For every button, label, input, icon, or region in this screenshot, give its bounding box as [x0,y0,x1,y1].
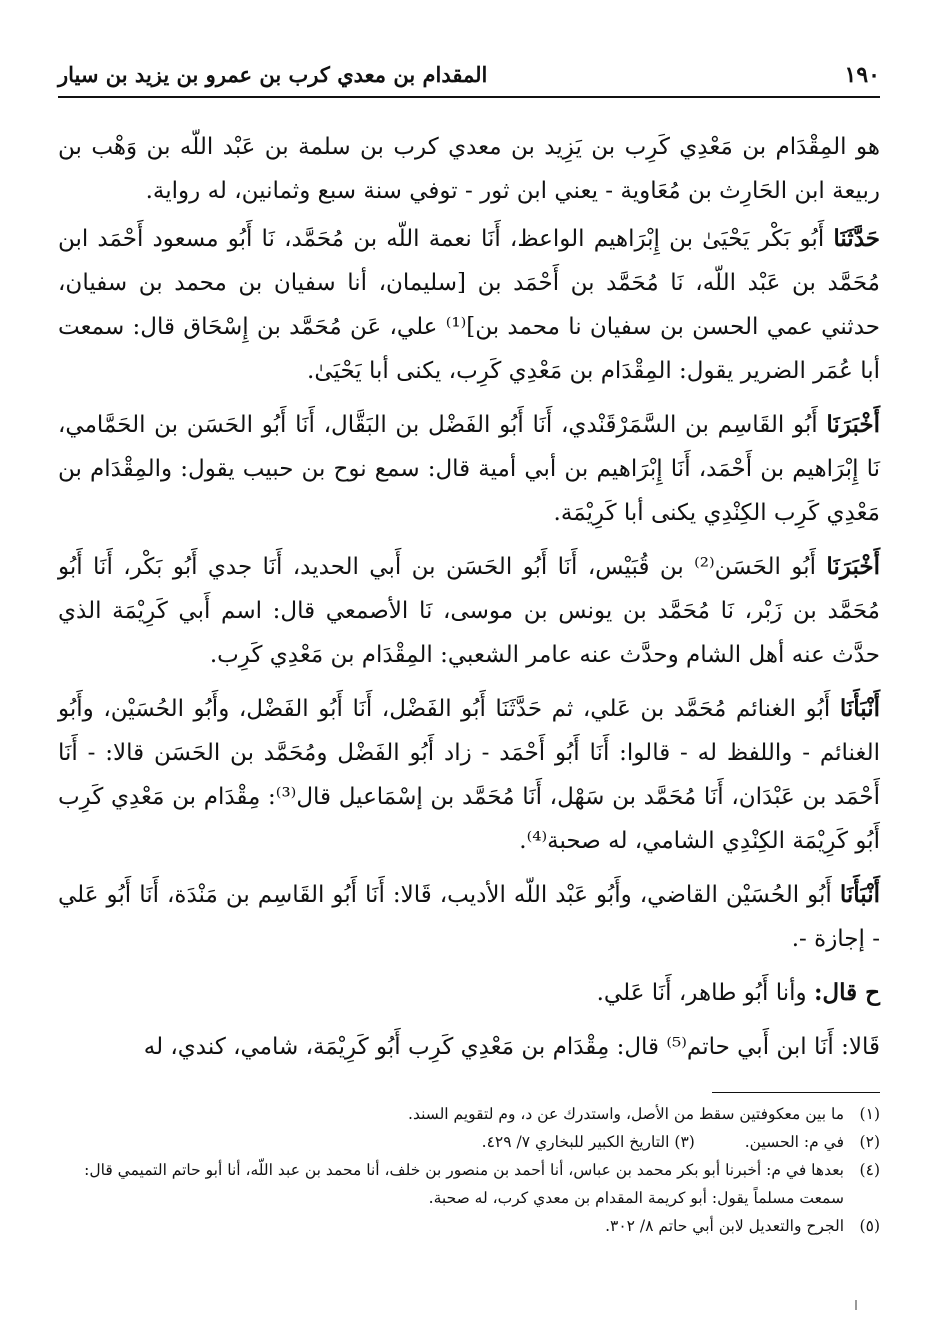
paragraph [58,1025,880,1069]
header-rule [58,96,880,98]
scan-mark [855,1300,857,1310]
paragraph-text: أَبُو الحَسَن⁽²⁾ بن قُبَيْس، أَنَا أَبُو الحَسَن بن أَبي الحديد، أَنَا جدي أَبُو بَكْر، أَنَا أَبُو مُحَمَّد بن زَبْر، نَا مُحَمَّد بن يونس بن موسى، نَا الأصمعي قال: اسم أَبي كَرِيْمَة الذي حدَّث عنه أهل الشام وحدَّث عنه عامر الشعبي: المِقْدَام بن مَعْدِي كَرِب. [58,554,880,668]
paragraph-lead: ح قال: [813,979,880,1006]
footnote [58,1212,880,1240]
paragraph-lead: حَدَّثَنَا [833,225,880,252]
footnote-rule [712,1092,880,1093]
paragraph [58,217,880,393]
running-head: المقدام بن معدي كرب بن عمرو بن يزيد بن سيار [58,62,488,87]
page-number: ١٩٠ [844,62,880,88]
paragraph-text: أَبُو الغنائم مُحَمَّد بن عَلي، ثم حَدَّثَنَا أَبُو الفَضْل، أَنَا أَبُو الفَضْل، وأَبُو الحُسَيْن، وأَبُو الغنائم - واللفظ له - قالوا: أَنَا أَبُو أَحْمَد - زاد أَبُو الفَضْل ومُحَمَّد بن الحَسَن قالا: - أَنَا أَحْمَد بن عَبْدَان، أَنَا مُحَمَّد بن سَهْل، أَنَا مُحَمَّد بن إسْمَاعيل قال⁽³⁾: مِقْدَام بن مَعْدِي كَرِب أَبُو كَرِيْمَة الكِنْدِي الشامي، له صحبة⁽⁴⁾. [58,696,880,854]
paragraph-lead: أَخْبَرَنَا [826,553,881,580]
paragraph [58,971,880,1015]
paragraph [58,545,880,677]
footnote-text: التاريخ الكبير للبخاري ٧/ ٤٢٩. [481,1133,670,1151]
footnote-text: الجرح والتعديل لابن أبي حاتم ٨/ ٣٠٢. [605,1217,844,1235]
paragraph-text: أَبُو بَكْر يَحْيَىٰ بن إِبْرَاهيم الواعظ، أَنَا نعمة اللّه بن مُحَمَّد، نَا أَبُو مسعود أَحْمَد ابن مُحَمَّد بن عَبْد اللّه، نَا مُحَمَّد بن أَحْمَد بن [سليمان، أنا سفيان بن محمد بن سفيان، حدثني عمي الحسن بن سفيان نا محمد بن]⁽¹⁾ علي، عَن مُحَمَّد بن إِسْحَاق قال: سمعت أبا عُمَر الضرير يقول: المِقْدَام بن مَعْدِي كَرِب، يكنى أبا يَحْيَىٰ. [58,226,880,384]
footnote-number: (٤) [859,1161,880,1179]
paragraph-lead: أَنْبَأَنَا [839,695,881,722]
paragraph-text: هو المِقْدَام بن مَعْدِي كَرِب بن يَزِيد بن معدي كرب بن سلمة بن عَبْد اللّه بن وَهْب بن ربيعة ابن الحَارِث بن مُعَاوية - يعني ابن ثور - توفي سنة سبع وثمانين، له رواية. [58,134,880,204]
paragraph-lead: أَنْبَأَنَا [839,881,880,908]
footnote-pair [58,1128,880,1156]
paragraph [58,125,880,213]
footnote-number: (٣) [674,1133,695,1151]
footnote [58,1100,880,1128]
footnote-number: (١) [859,1105,880,1123]
footnote-number: (٢) [859,1133,880,1151]
paragraph [58,873,880,961]
paragraph-text: أَبُو القَاسِم بن السَّمَرْقَنْدي، أَنَا أَبُو الفَضْل بن البَقَّال، أَنَا أَبُو الحَسَن بن الحَمَّامي، نَا إِبْرَاهيم بن أَحْمَد، أَنَا إِبْرَاهيم بن أبي أمية قال: سمع نوح بن حبيب يقول: والمِقْدَام بن مَعْدِي كَرِب الكِنْدِي يكنى أبا كَرِيْمَة. [58,412,880,526]
footnotes [58,1100,880,1240]
paragraph-text: وأنا أَبُو طاهر، أَنَا عَلي. [596,980,807,1006]
paragraph [58,403,880,535]
paragraph-text: قَالا: أَنَا ابن أَبي حاتم⁽⁵⁾ قال: مِقْدَام بن مَعْدِي كَرِب أَبُو كَرِيْمَة، شامي، كندي، له [143,1034,880,1060]
footnote-text: بعدها في م: أخبرنا أبو بكر محمد بن عباس، أنا أحمد بن منصور بن خلف، أنا محمد بن عبد اللّه، أنا أبو حاتم التميمي قال: سمعت مسلماً يقول: أبو كريمة المقدام بن معدي كرب، له صحبة. [84,1161,844,1207]
paragraph-lead: أَخْبَرَنَا [826,411,881,438]
page-header [58,56,880,96]
footnote-text: ما بين معكوفتين سقط من الأصل، واستدرك عن د، وم لتقويم السند. [408,1105,844,1123]
footnote [58,1156,880,1212]
paragraph-text: أَبُو الحُسَيْن القاضي، وأَبُو عَبْد اللّه الأديب، قَالا: أَنَا أَبُو القَاسِم بن مَنْدَة، أَنَا أَبُو عَلي - إجازة -. [58,882,880,952]
main-text [58,125,880,1079]
footnote-text: في م: الحسين. [744,1133,844,1151]
footnote-number: (٥) [859,1217,880,1235]
paragraph [58,687,880,863]
